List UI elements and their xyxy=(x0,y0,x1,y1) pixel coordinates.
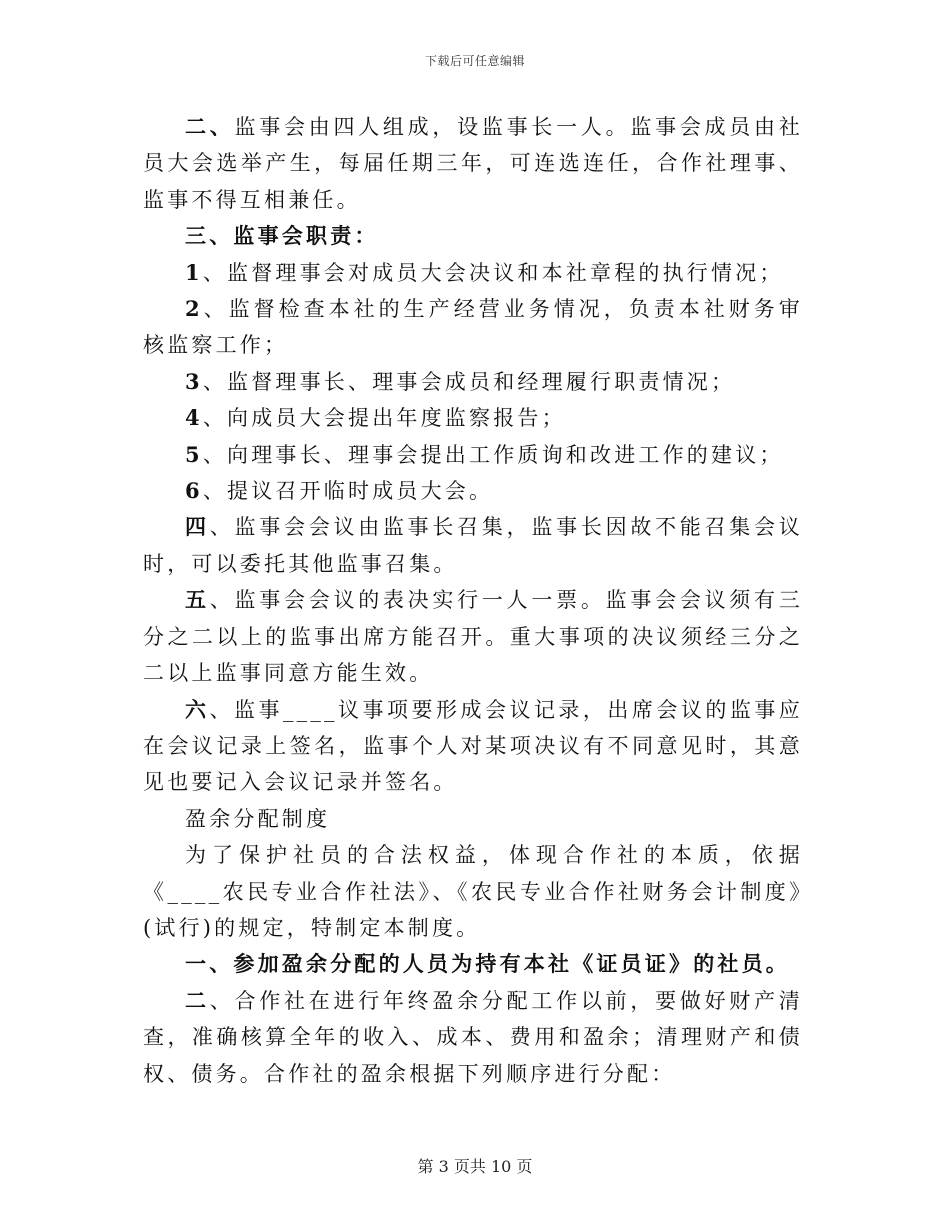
section-heading xyxy=(143,946,803,982)
paragraph-text: 三、监事会职责： xyxy=(185,223,379,249)
paragraph-text: 、提议召开临时成员大会。 xyxy=(202,479,494,504)
paragraph-text: 、监督理事会对成员大会决议和本社章程的执行情况； xyxy=(202,260,784,285)
paragraph xyxy=(143,582,803,691)
paragraph-text: 、向成员大会提出年度监察报告； xyxy=(202,406,566,431)
paragraph-lead: 五 xyxy=(185,587,210,613)
section-heading xyxy=(143,218,803,254)
paragraph-lead: 5 xyxy=(185,441,203,467)
paragraph-lead: 4 xyxy=(185,405,203,431)
paragraph xyxy=(143,509,803,582)
paragraph-text: 、监督理事长、理事会成员和经理履行职责情况； xyxy=(202,369,736,394)
paragraph-lead: 二、 xyxy=(185,114,235,139)
paragraph xyxy=(143,692,803,801)
paragraph xyxy=(143,837,803,946)
paragraph-text: 、监事会会议由监事长召集，监事长因故不能召集会议时，可以委托其他监事召集。 xyxy=(143,515,803,576)
list-item xyxy=(143,437,803,473)
paragraph-text: 为了保护社员的合法权益，体现合作社的本质，依据《____农民专业合作社法》、《农民专业合作社财务会计制度》(试行)的规定，特制定本制度。 xyxy=(143,843,803,940)
paragraph-lead: 六 xyxy=(185,696,210,722)
paragraph-text: 、向理事长、理事会提出工作质询和改进工作的建议； xyxy=(202,442,784,467)
paragraph xyxy=(143,109,803,218)
paragraph-lead: 3 xyxy=(185,368,203,394)
page-footer-number: 第 3 页共 10 页 xyxy=(417,1157,533,1176)
paragraph-lead: 6 xyxy=(185,478,203,504)
paragraph-lead: 二 xyxy=(185,987,210,1013)
list-item xyxy=(143,291,803,364)
paragraph-text: 、监事____议事项要形成会议记录，出席会议的监事应在会议记录上签名，监事个人对某项决议有不同意见时，其意见也要记入会议记录并签名。 xyxy=(143,697,804,795)
list-item xyxy=(143,473,803,509)
paragraph-text: 、监事会会议的表决实行一人一票。监事会会议须有三分之二以上的监事出席方能召开。重大事项的决议须经三分之二以上监事同意方能生效。 xyxy=(143,588,803,686)
paragraph-text: 一、参加盈余分配的人员为持有本社《证员证》的社员。 xyxy=(185,951,790,977)
paragraph-text: 、合作社在进行年终盈余分配工作以前，要做好财产清查，准确核算全年的收入、成本、费用和盈余；清理财产和债权、债务。合作社的盈余根据下列顺序进行分配： xyxy=(143,988,803,1086)
paragraph-text: 、监督检查本社的生产经营业务情况，负责本社财务审核监察工作； xyxy=(143,297,803,358)
document-body xyxy=(143,109,803,1092)
list-item xyxy=(143,364,803,400)
list-item xyxy=(143,400,803,436)
paragraph xyxy=(143,983,803,1092)
section-title xyxy=(143,801,803,837)
paragraph-text: 监事会由四人组成，设监事长一人。监事会成员由社员大会选举产生，每届任期三年，可连选连任，合作社理事、监事不得互相兼任。 xyxy=(143,115,803,212)
list-item xyxy=(143,255,803,291)
paragraph-text: 盈余分配制度 xyxy=(185,806,331,831)
page-header-note: 下载后可任意编辑 xyxy=(424,54,525,68)
paragraph-lead: 2 xyxy=(185,296,203,322)
paragraph-lead: 1 xyxy=(185,259,203,285)
paragraph-lead: 四 xyxy=(185,514,210,540)
